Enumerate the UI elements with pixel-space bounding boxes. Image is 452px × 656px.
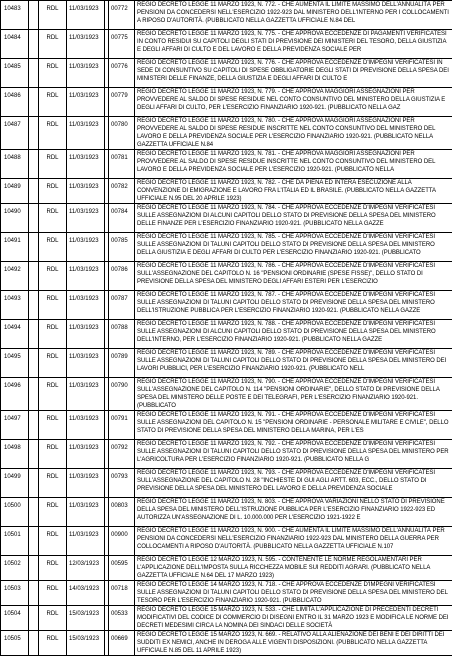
- table-row: [1, 378, 452, 411]
- act-type: RDL: [39, 179, 67, 204]
- record-number: 10492: [1, 262, 29, 291]
- spacer-cell: [29, 556, 39, 581]
- act-date: 11/03/1923: [67, 233, 105, 262]
- act-type: RDL: [39, 349, 67, 378]
- act-description: REGIO DECRETO LEGGE 12 MARZO 1923, N. 595. - CONTENENTE LE NORME REGOLAMENTARI PER L'APPLICAZIONE DELL'IMPOSTA SULLA RICCHEZZA MOBILE SUI REDDITI AGRARI. (PUBBLICATO NELLA GAZZETTA UFFICIALE N.64 DEL 17 MARZO 1923): [135, 556, 452, 581]
- record-number: 10493: [1, 291, 29, 320]
- act-type: RDL: [39, 1, 67, 30]
- record-number: 10485: [1, 59, 29, 88]
- act-type: RDL: [39, 88, 67, 117]
- record-number: 10483: [1, 1, 29, 30]
- spacer-cell: [29, 179, 39, 204]
- act-type: RDL: [39, 631, 67, 656]
- record-number: 10502: [1, 556, 29, 581]
- act-date: 15/03/1923: [67, 606, 105, 631]
- spacer-cell: [29, 88, 39, 117]
- record-number: 10489: [1, 179, 29, 204]
- act-date: 15/03/1923: [67, 631, 105, 656]
- act-code: 00785: [109, 233, 135, 262]
- table-row: [1, 204, 452, 233]
- spacer-cell: [29, 469, 39, 498]
- table-row: [1, 606, 452, 631]
- table-row: [1, 262, 452, 291]
- act-description: REGIO DECRETO LEGGE 11 MARZO 1923, N. 803. - CHE APPROVA VARIAZIONI NELLO STATO DI PREVISIONE DELLA SPESA DEL MINISTERO DELL'ISTRUZIONE PUBBLICA PER L'ESERCIZIO FINANZIARIO 1922-923 ED AUTORIZZA UN'ASSEGNAZIONE DI L. 10.000.000 PER L'ESERCIZIO 1921-1922 E: [135, 498, 452, 527]
- act-description: REGIO DECRETO LEGGE 11 MARZO 1923, N. 788. - CHE APPROVA ECCEDENZE D'IMPEGNI VERIFICATESI SULLE ASSEGNAZIONI DI ALCUNI CAPITOLI DELLO STATO DI PREVISIONE DELLA SPESA DEL MINISTERO DELL'INTERNO, PER L'ESERCIZIO FINANZIARIO 1920-921. (PUBBLICATO NELLA GAZZE: [135, 320, 452, 349]
- act-code: 00788: [109, 320, 135, 349]
- spacer-cell: [29, 150, 39, 179]
- act-description: REGIO DECRETO LEGGE 15 MARZO 1923, N. 533. - CHE LIMITA L'APPLICAZIONE DI PRECEDENTI DECRETI MODIFICATIVI DEL CODICE DI COMMERCIO DI DISEGNI ENTRO IL 31 MARZO 1923 E MODIFICA LE NORME DEI DECRETI MEDESIMI CIRCA LA NOMINA DEI SINDACI DELLE SOCIETÀ: [135, 606, 452, 631]
- act-code: 00772: [109, 1, 135, 30]
- act-type: RDL: [39, 527, 67, 556]
- act-description: REGIO DECRETO LEGGE 11 MARZO 1923, N. 793. - CHE APPROVA ECCEDENZE D'IMPEGNI VERIFICATESI SULL'ASSEGNAZIONE DEL CAPITOLO N. 28 "INCHIESTE DI GUI AGLI ARTT. 603, ECC., DELLO STATO DI PREVISIONE DELLA SPESA DEL MINISTERO DEL LAVORO E DELLA PREVIDENZA SOCIALE: [135, 469, 452, 498]
- spacer-cell: [29, 117, 39, 150]
- record-number: 10494: [1, 320, 29, 349]
- act-date: 12/03/1923: [67, 556, 105, 581]
- act-description: REGIO DECRETO LEGGE 11 MARZO 1923, N. 779. - CHE APPROVA MAGGIORI ASSEGNAZIONI PER PROVVEDERE AL SALDO DI SPESE RESIDUE NEL CONTO CONSUNTIVO DEL MINISTERO DELLA GIUSTIZIA E DEGLI AFFARI DI CULTO, PER L'ESERCIZIO FINANZIARIO 1920-921. (PUBBLICATO NELLA GAZ: [135, 88, 452, 117]
- record-number: 10503: [1, 581, 29, 606]
- table-row: [1, 498, 452, 527]
- act-code: 00790: [109, 378, 135, 411]
- table-row: [1, 233, 452, 262]
- act-code: 00792: [109, 440, 135, 469]
- act-code: 00718: [109, 581, 135, 606]
- act-date: 11/03/1923: [67, 1, 105, 30]
- act-type: RDL: [39, 59, 67, 88]
- act-date: 11/03/1923: [67, 469, 105, 498]
- act-description: REGIO DECRETO LEGGE 11 MARZO 1923, N. 781. - CHE APPROVA MAGGIORI ASSEGNAZIONI PER PROVVEDERE AL SALDO DI SPESE RESIDUE INSCRITTE NEL CONTO CONSUNTIVO DEL MINISTERO DEL LAVORO E DELLA PREVIDENZA SOCIALE PER L'ESERCIZIO 1920-921. (PUBBLICATO NELLA: [135, 150, 452, 179]
- act-type: RDL: [39, 233, 67, 262]
- record-number: 10490: [1, 204, 29, 233]
- act-code: 00533: [109, 606, 135, 631]
- table-row: [1, 349, 452, 378]
- act-code: 00780: [109, 117, 135, 150]
- act-description: REGIO DECRETO LEGGE 11 MARZO 1923, N. 786. - CHE APPROVA ECCEDENZE D'IMPEGNI VERIFICATESI SULL'ASSEGNAZIONE DEL CAPITOLO N. 16 "PENSIONI ORDINARIE (SPESE FISSE)", DELLO STATO DI PREVISIONE DELLA SPESA DEL MINISTERO DEGLI AFFARI ESTERI PER L'ESERCIZIO: [135, 262, 452, 291]
- table-row: [1, 117, 452, 150]
- act-description: REGIO DECRETO LEGGE 11 MARZO 1923, N. 784. - CHE APPROVA ECCEDENZE D'IMPEGNI VERIFICATESI SULLE ASSEGNAZIONI DI ALCUNI CAPITOLI DELLO STATO DI PREVISIONE DELLA SPESA DEL MINISTERO DELLE FINANZE PER L'ESERCIZIO FINANZIARIO 1920-921. (PUBBLICATO NELLA GAZZE: [135, 204, 452, 233]
- act-code: 00779: [109, 88, 135, 117]
- act-date: 11/03/1923: [67, 378, 105, 411]
- table-row: [1, 556, 452, 581]
- act-type: RDL: [39, 581, 67, 606]
- spacer-cell: [29, 59, 39, 88]
- act-code: 00803: [109, 498, 135, 527]
- table-row: [1, 469, 452, 498]
- record-number: 10491: [1, 233, 29, 262]
- record-number: 10505: [1, 631, 29, 656]
- table-row: [1, 581, 452, 606]
- act-type: RDL: [39, 117, 67, 150]
- act-description: REGIO DECRETO LEGGE 11 MARZO 1923, N. 790. - CHE APPROVA ECCEDENZE D'IMPEGNI VERIFICATESI SULL'ASSEGNAZIONE DEL CAPITOLO N. 114 "PENSIONI ORDINARIE", DELLO STATO DI PREVISIONE DELLA SPESA DEL MINISTERO DELLE POSTE E DEI TELEGRAFI, PER L'ESERCIZIO FINANZIARIO 1920-921. (PUBBLICATO: [135, 378, 452, 411]
- spacer-cell: [29, 320, 39, 349]
- record-number: 10498: [1, 440, 29, 469]
- act-type: RDL: [39, 469, 67, 498]
- act-description: REGIO DECRETO LEGGE 15 MARZO 1923, N. 669. - RELATIVO ALLA ALIENAZIONE DEI BENI E DEI DIRITTI DEI SUDDITI EX NEMICI, ANCHE IN DEROGA ALLE VIGENTI DISPOSIZIONI. (PUBBLICATO NELLA GAZZETTA UFFICIALE N.85 DEL 11 APRILE 1923): [135, 631, 452, 656]
- act-type: RDL: [39, 320, 67, 349]
- act-code: 00791: [109, 411, 135, 440]
- act-date: 11/03/1923: [67, 30, 105, 59]
- act-type: RDL: [39, 150, 67, 179]
- act-type: RDL: [39, 291, 67, 320]
- table-row: [1, 291, 452, 320]
- act-type: RDL: [39, 606, 67, 631]
- act-code: 00782: [109, 179, 135, 204]
- record-number: 10484: [1, 30, 29, 59]
- act-date: 11/03/1923: [67, 179, 105, 204]
- record-number: 10496: [1, 378, 29, 411]
- record-number: 10486: [1, 88, 29, 117]
- act-description: REGIO DECRETO LEGGE 11 MARZO 1923, N. 792. - CHE APPROVA ECCEDENZE D'IMPEGNI VERIFICATESI SULLE ASSEGNAZIONI DI TALUNI CAPITOLI DELLO STATO DI PREVISIONE DELLA SPESA DEL MINISTERO PER L'AGRICOLTURA PER L'ESERCIZIO FINANZIARIO 1920-921. (PUBBLICATO NELLA G: [135, 440, 452, 469]
- act-description: REGIO DECRETO LEGGE 11 MARZO 1923, N. 780. - CHE APPROVA MAGGIORI ASSEGNAZIONI PER PROVVEDERE AL SALDO DI SPESE RESIDUE INSCRITTE NEL CONTO CONSUNTIVO DEL MINISTERO DEL LAVORO E DELLA PREVIDENZA SOCIALE PER L'ESERCIZIO FINANZIARIO 1920-921. (PUBBLICATO NELLA GAZZETTA UFFICIALE N.84: [135, 117, 452, 150]
- record-number: 10504: [1, 606, 29, 631]
- table-row: [1, 179, 452, 204]
- act-description: REGIO DECRETO LEGGE 11 MARZO 1923, N. 789. - CHE APPROVA ECCEDENZE D'IMPEGNI VERIFICATESI SULLE ASSEGNAZIONI DI TALUNI CAPITOLI DELLO STATO DI PREVISIONE DELLA SPESA DEL MINISTERO DEI LAVORI PUBBLICI, PER L'ESERCIZIO FINANZIARIO 1920-921. (PUBBLICATO NELL: [135, 349, 452, 378]
- act-description: REGIO DECRETO LEGGE 11 MARZO 1923, N. 787. - CHE APPROVA ECCEDENZE D'IMPEGNI VERIFICATESI SULLE ASSEGNAZIONI DI TALUNI CAPITOLI DELLO STATO DI PREVISIONE DELLA SPESA DEL MINISTERO DELL'ISTRUZIONE PUBBLICA PER L'ESERCIZIO FINANZIARIO 1920-921. (PUBBLICATO NELLA GAZZE: [135, 291, 452, 320]
- spacer-cell: [29, 291, 39, 320]
- table-row: [1, 527, 452, 556]
- act-type: RDL: [39, 378, 67, 411]
- table-row: [1, 150, 452, 179]
- spacer-cell: [29, 204, 39, 233]
- act-type: RDL: [39, 556, 67, 581]
- act-date: 11/03/1923: [67, 498, 105, 527]
- spacer-cell: [29, 498, 39, 527]
- table-row: [1, 320, 452, 349]
- act-code: 00595: [109, 556, 135, 581]
- table-row: [1, 1, 452, 30]
- act-date: 11/03/1923: [67, 88, 105, 117]
- act-date: 11/03/1923: [67, 262, 105, 291]
- act-description: REGIO DECRETO LEGGE 14 MARZO 1923, N. 718. - CHE APPROVA ECCEDENZE D'IMPEGNI VERIFICATESI SULLE ASSEGNAZIONI DI TALUNI CAPITOLI DELLO STATO DI PREVISIONE DELLA SPESA DEL MINISTERO DEL TESORO PER L'ESERCIZIO FINANZIARIO 1920-921. (PUBBLICATO: [135, 581, 452, 606]
- act-description: REGIO DECRETO LEGGE 11 MARZO 1923, N. 775. - CHE APPROVA ECCEDENZE DI PAGAMENTI VERIFICATESI IN CONTO RESIDUI SU CAPITOLI DEGLI STATI DI PREVISIONE DEI MINISTERI DEL TESORO, DELLA GIUSTIZIA E DEGLI AFFARI DI CULTO E DEL LAVORO E DELLA PREVIDENZA SOCIALE PER: [135, 30, 452, 59]
- table-row: [1, 88, 452, 117]
- record-number: 10500: [1, 498, 29, 527]
- act-type: RDL: [39, 498, 67, 527]
- spacer-cell: [29, 440, 39, 469]
- act-date: 11/03/1923: [67, 411, 105, 440]
- act-type: RDL: [39, 30, 67, 59]
- act-description: REGIO DECRETO LEGGE 11 MARZO 1923, N. 776. - CHE APPROVA ECCEDENZE D'IMPEGNI VERIFICATESI IN SEDE DI CONSUNTIVO SU CAPITOLI DI SPESE OBBLIGATORIE DEGLI STATI DI PREVISIONE DELLA SPESA DEI MINISTERI DELLE FINANZE, DELLA GIUSTIZIA E DEGLI AFFARI DI CULTO E: [135, 59, 452, 88]
- act-date: 11/03/1923: [67, 150, 105, 179]
- act-date: 11/03/1923: [67, 349, 105, 378]
- spacer-cell: [29, 581, 39, 606]
- record-number: 10488: [1, 150, 29, 179]
- record-number: 10495: [1, 349, 29, 378]
- spacer-cell: [29, 527, 39, 556]
- table-row: [1, 440, 452, 469]
- act-date: 11/03/1923: [67, 320, 105, 349]
- spacer-cell: [29, 30, 39, 59]
- act-description: REGIO DECRETO LEGGE 11 MARZO 1923, N. 791. - CHE APPROVA ECCEDENZE D'IMPEGNI VERIFICATESI SULLE ASSEGNAZIONI DEL CAPITOLO N. 15 "PENSIONI ORDINARIE - PERSONALE MILITARE E CIVILE", DELLO STATO DI PREVISIONE DELLA SPESA DEL MINISTERO DELLA MARINA, PER L'ES: [135, 411, 452, 440]
- act-code: 00789: [109, 349, 135, 378]
- act-code: 00775: [109, 30, 135, 59]
- spacer-cell: [29, 262, 39, 291]
- act-type: RDL: [39, 440, 67, 469]
- act-code: 00787: [109, 291, 135, 320]
- act-date: 11/03/1923: [67, 527, 105, 556]
- act-description: REGIO DECRETO LEGGE 11 MARZO 1923, N. 900. - CHE AUMENTA IL LIMITE MASSIMO DELL'ANNUALITÀ PER PENSIONI DA CONCEDERSI NELL'ESERCIZIO FINANZIARIO 1922-923 DAL MINISTERO DELLA GUERRA PER COLLOCAMENTI A RIPOSO D'AUTORITÀ. (PUBBLICATO NELLA GAZZETTA UFFICIALE N.107: [135, 527, 452, 556]
- record-number: 10497: [1, 411, 29, 440]
- act-code: 00900: [109, 527, 135, 556]
- act-date: 11/03/1923: [67, 440, 105, 469]
- spacer-cell: [29, 378, 39, 411]
- record-number: 10501: [1, 527, 29, 556]
- table-row: [1, 30, 452, 59]
- act-code: 00793: [109, 469, 135, 498]
- spacer-cell: [29, 411, 39, 440]
- registry-body: [1, 1, 452, 656]
- spacer-cell: [29, 606, 39, 631]
- record-number: 10499: [1, 469, 29, 498]
- act-code: 00781: [109, 150, 135, 179]
- act-type: RDL: [39, 411, 67, 440]
- act-type: RDL: [39, 262, 67, 291]
- act-date: 11/03/1923: [67, 59, 105, 88]
- act-date: 14/03/1923: [67, 581, 105, 606]
- act-date: 11/03/1923: [67, 291, 105, 320]
- spacer-cell: [29, 233, 39, 262]
- record-number: 10487: [1, 117, 29, 150]
- act-code: 00786: [109, 262, 135, 291]
- table-row: [1, 59, 452, 88]
- act-code: 00669: [109, 631, 135, 656]
- act-type: RDL: [39, 204, 67, 233]
- act-date: 11/03/1923: [67, 117, 105, 150]
- act-description: REGIO DECRETO LEGGE 11 MARZO 1923, N. 782. - CHE DÀ PIENA ED INTERA ESECUZIONE ALLA CONVENZIONE DI EMIGRAZIONE E LAVORO FRA L'ITALIA ED IL BRASILE. (PUBBLICATO NELLA GAZZETTA UFFICIALE N.95 DEL 20 APRILE 1923): [135, 179, 452, 204]
- act-description: REGIO DECRETO LEGGE 11 MARZO 1923, N. 772. - CHE AUMENTA IL LIMITE MASSIMO DELL'ANNUALITÀ PER PENSIONI DA CONCEDERSI NELL'ESERCIZIO 1922-923 DAL MINISTERO DELL'INTERNO PER I COLLOCAMENTI A RIPOSO D'AUTORITÀ. (PUBBLICATO NELLA GAZZETTA UFFICIALE N.84 DEL: [135, 1, 452, 30]
- spacer-cell: [29, 349, 39, 378]
- act-code: 00784: [109, 204, 135, 233]
- spacer-cell: [29, 1, 39, 30]
- act-date: 11/03/1923: [67, 204, 105, 233]
- table-row: [1, 411, 452, 440]
- act-code: 00776: [109, 59, 135, 88]
- act-description: REGIO DECRETO LEGGE 11 MARZO 1923, N. 785. - CHE APPROVA ECCEDENZE D'IMPEGNI VERIFICATESI SULLE ASSEGNAZIONI DI TALUNI CAPITOLI DELLO STATO DI PREVISIONE DELLA SPESA DEL MINISTERO DELLA GIUSTIZIA E DEGLI AFFARI DI CULTO PER L'ESERCIZIO FINANZIARIO 1920-921. (PUBBLICATO: [135, 233, 452, 262]
